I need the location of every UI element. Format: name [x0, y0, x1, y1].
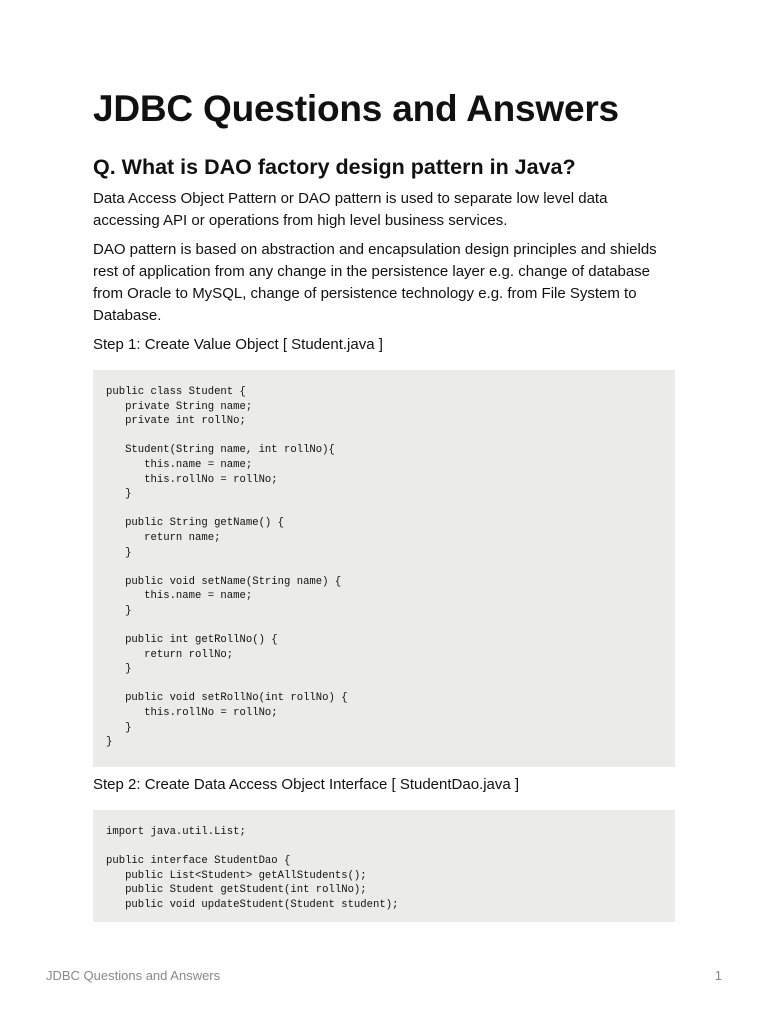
document-title: JDBC Questions and Answers	[93, 88, 619, 129]
document-page	[93, 84, 675, 922]
answer-paragraph-2: DAO pattern is based on abstraction and encapsulation design principles and shields rest of application from any change in the persistence layer e.g. change of database from Oracle to MySQL, change of persistence technology e.g. from File System to Database.	[93, 241, 657, 324]
page-number: 1	[714, 968, 722, 983]
footer-title: JDBC Questions and Answers	[46, 968, 221, 983]
code-block-student-dao: import java.util.List; public interface StudentDao { public List<Student> getAllStudents(); public Student getStudent(int rollNo); public void updateStudent(Student student);	[93, 810, 675, 923]
step-1-label: Step 1: Create Value Object [ Student.java ]	[93, 336, 383, 353]
page-footer	[46, 968, 722, 983]
code-block-student: public class Student { private String name; private int rollNo; Student(String name, int rollNo){ this.name = name; this.rollNo = rollNo; } public String getName() { return name; } public void setName(String name) { this.name = name; } public int getRollNo() { return rollNo; } public void setRollNo(int rollNo) { this.rollNo = rollNo; } }	[93, 370, 675, 767]
answer-paragraph-1: Data Access Object Pattern or DAO pattern is used to separate low level data accessing API or operations from high level business services.	[93, 190, 608, 229]
question-heading: Q. What is DAO factory design pattern in Java?	[93, 155, 576, 179]
step-2-label: Step 2: Create Data Access Object Interface [ StudentDao.java ]	[93, 775, 520, 793]
